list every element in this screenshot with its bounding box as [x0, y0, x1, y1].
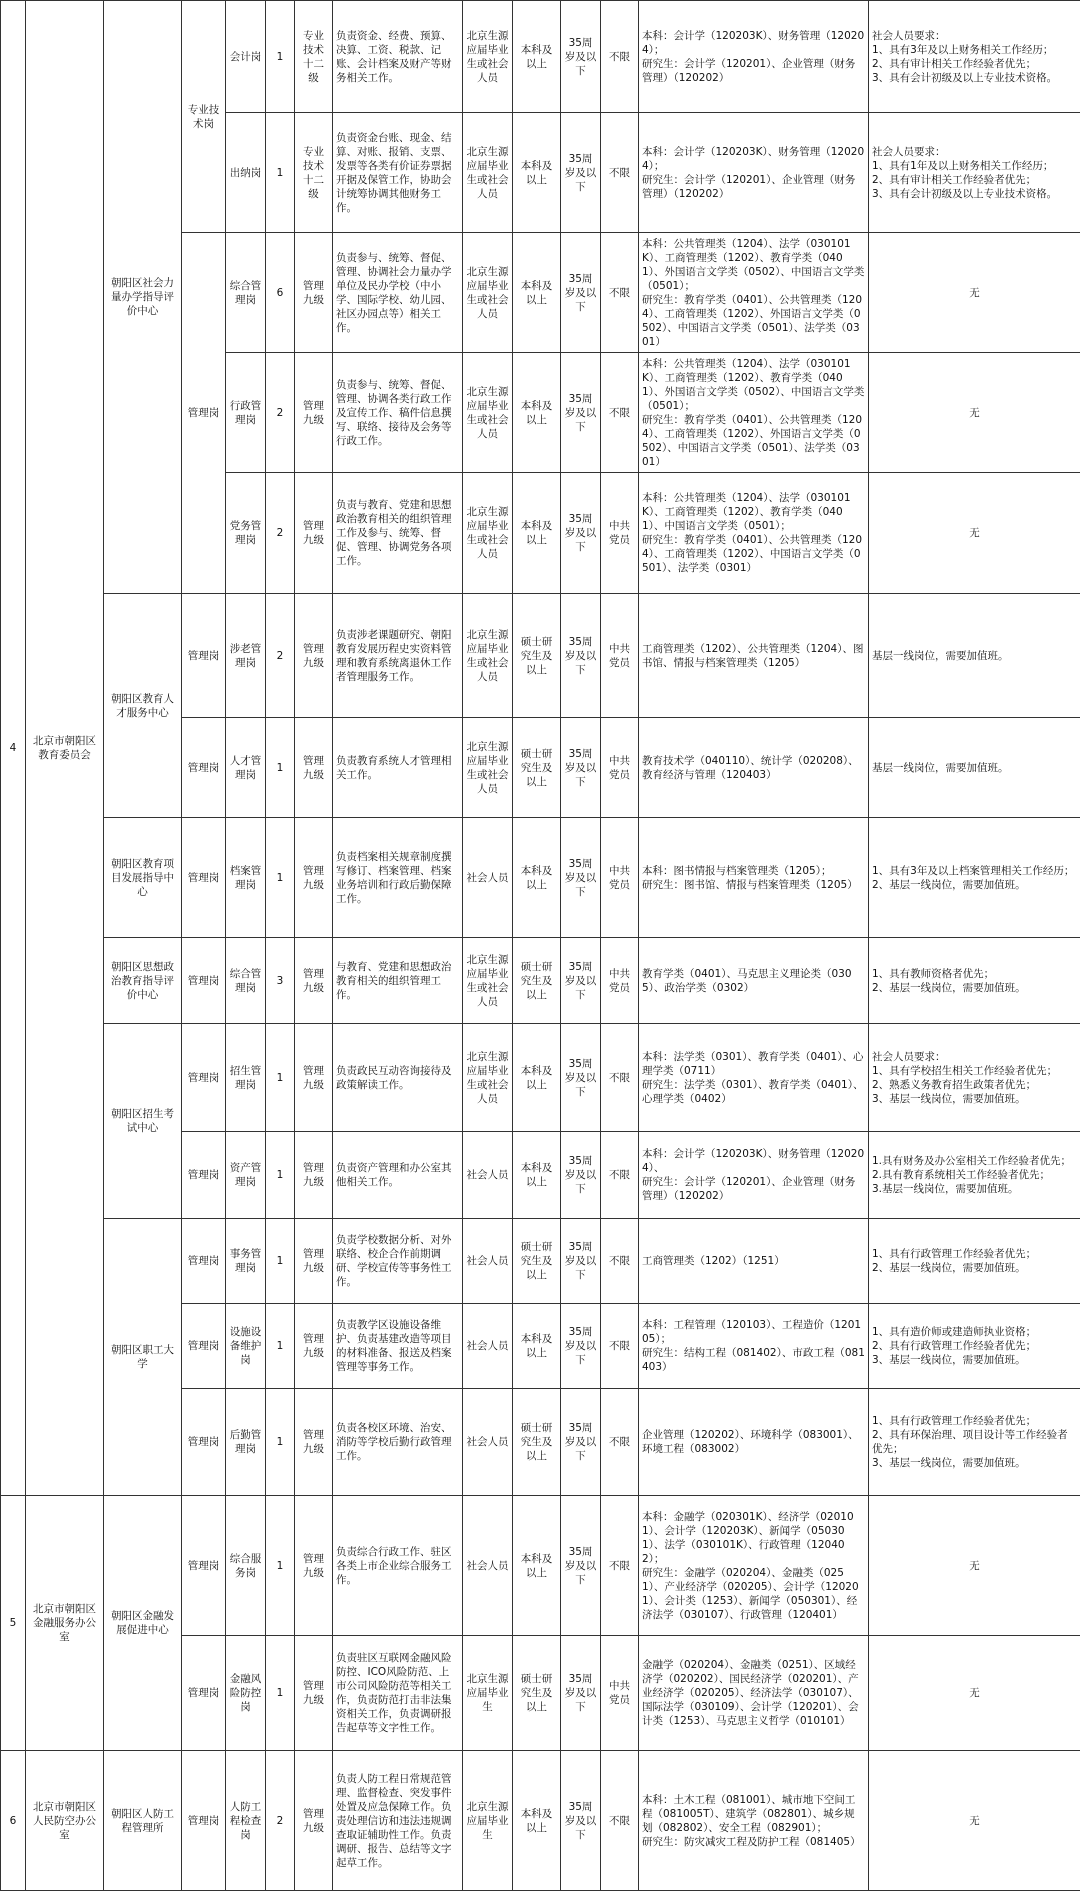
- count-cell: 2: [266, 473, 295, 594]
- count-cell: 1: [266, 1219, 295, 1304]
- category-cell: 管理岗: [182, 1636, 226, 1751]
- table-row: [1, 594, 1080, 718]
- age-cell: 35周岁及以下: [561, 353, 601, 473]
- count-cell: 1: [266, 1389, 295, 1496]
- duty-cell: 负责政民互动咨询接待及政策解读工作。: [333, 1024, 463, 1132]
- position-cell: 综合管理岗: [226, 938, 266, 1024]
- count-cell: 3: [266, 938, 295, 1024]
- duty-cell: 负责涉老课题研究、朝阳教育发展历程史实资料管理和教育系统离退休工作者管理服务工作。: [333, 594, 463, 718]
- age-cell: 35周岁及以下: [561, 1219, 601, 1304]
- position-cell: 事务管理岗: [226, 1219, 266, 1304]
- age-cell: 35周岁及以下: [561, 1496, 601, 1636]
- source-cell: 北京生源应届毕业生: [463, 1636, 513, 1751]
- count-cell: 1: [266, 1496, 295, 1636]
- education-cell: 本科及以上: [513, 1496, 561, 1636]
- education-cell: 本科及以上: [513, 233, 561, 353]
- level-cell: 管理九级: [295, 1304, 333, 1389]
- major-cell: 金融学（020204）、金融类（0251）、区域经济学（020202）、国民经济学（020201）、产业经济学（020205）、经济法学（030107）、国际法学（030109）、会计学（120201）、会计类（1253）、马克思主义哲学（010101）: [639, 1636, 869, 1751]
- source-cell: 社会人员: [463, 1132, 513, 1219]
- level-cell: 管理九级: [295, 1132, 333, 1219]
- requirement-cell: 无: [869, 473, 1080, 594]
- seq-cell: 6: [1, 1751, 26, 1891]
- duty-cell: 负责各校区环境、治安、消防等学校后勤行政管理工作。: [333, 1389, 463, 1496]
- education-cell: 硕士研究生及以上: [513, 1636, 561, 1751]
- source-cell: 社会人员: [463, 1219, 513, 1304]
- duty-cell: 负责资金、经费、预算、决算、工资、税款、记账、会计档案及财产等财务相关工作。: [333, 1, 463, 113]
- position-cell: 档案管理岗: [226, 818, 266, 938]
- duty-cell: 负责资产管理和办公室其他相关工作。: [333, 1132, 463, 1219]
- requirement-cell: 1、具有3年及以上档案管理相关工作经历； 2、基层一线岗位，需要加值班。: [869, 818, 1080, 938]
- requirement-cell: 无: [869, 353, 1080, 473]
- duty-cell: 与教育、党建和思想政治教育相关的组织管理工作。: [333, 938, 463, 1024]
- source-cell: 北京生源应届毕业生或社会人员: [463, 353, 513, 473]
- level-cell: 管理九级: [295, 1751, 333, 1891]
- age-cell: 35周岁及以下: [561, 113, 601, 233]
- requirement-cell: 无: [869, 1636, 1080, 1751]
- level-cell: 管理九级: [295, 1219, 333, 1304]
- source-cell: 社会人员: [463, 818, 513, 938]
- count-cell: 1: [266, 1024, 295, 1132]
- requirement-cell: 社会人员要求： 1、具有学校招生相关工作经验者优先； 2、熟悉义务教育招生政策者优先； 3、基层一线岗位，需要加值班。: [869, 1024, 1080, 1132]
- duty-cell: 负责学校数据分析、对外联络、校企合作前期调研、学校宣传等事务性工作。: [333, 1219, 463, 1304]
- position-cell: 党务管理岗: [226, 473, 266, 594]
- position-cell: 设施设备维护岗: [226, 1304, 266, 1389]
- requirement-cell: 1、具有教师资格者优先； 2、基层一线岗位，需要加值班。: [869, 938, 1080, 1024]
- education-cell: 硕士研究生及以上: [513, 1389, 561, 1496]
- table-row: [1, 1024, 1080, 1132]
- source-cell: 社会人员: [463, 1389, 513, 1496]
- level-cell: 管理九级: [295, 233, 333, 353]
- major-cell: 工商管理类（1202）（1251）: [639, 1219, 869, 1304]
- position-cell: 综合管理岗: [226, 233, 266, 353]
- political-cell: 不限: [601, 353, 639, 473]
- position-cell: 资产管理岗: [226, 1132, 266, 1219]
- position-cell: 行政管理岗: [226, 353, 266, 473]
- seq-cell: 5: [1, 1496, 26, 1751]
- duty-cell: 负责教学区设施设备维护、负责基建改造等项目的材料准备、报送及档案管理等事务工作。: [333, 1304, 463, 1389]
- count-cell: 1: [266, 1132, 295, 1219]
- age-cell: 35周岁及以下: [561, 1, 601, 113]
- major-cell: 本科：金融学（020301K）、经济学（020101）、会计学（120203K）、新闻学（050301）、法学（030101K）、行政管理（120402）； 研究生：金融学（020204）、金融类（0251）、产业经济学（020205）、会计学（120201）、会计类（1253）、新闻学（050301）、经济法学（030107）、行政管理（120401）: [639, 1496, 869, 1636]
- age-cell: 35周岁及以下: [561, 473, 601, 594]
- political-cell: 不限: [601, 113, 639, 233]
- unit-cell: 朝阳区金融发展促进中心: [104, 1496, 182, 1751]
- major-cell: 本科：公共管理类（1204）、法学（030101K）、工商管理类（1202）、教育学类（0401）、中国语言文学类（0501）； 研究生：教育学类（0401）、公共管理类（1204）、工商管理类（1202）、中国语言文学类（0501）、法学类（0301）: [639, 473, 869, 594]
- major-cell: 本科：图书情报与档案管理类（1205）； 研究生：图书馆、情报与档案管理类（1205）: [639, 818, 869, 938]
- major-cell: 本科：土木工程（081001）、城市地下空间工程（081005T）、建筑学（082801）、城乡规划（082802）、安全工程（082901）； 研究生：防灾减灾工程及防护工程（081405）: [639, 1751, 869, 1891]
- major-cell: 企业管理（120202）、环境科学（083001）、环境工程（083002）: [639, 1389, 869, 1496]
- unit-cell: 朝阳区教育人才服务中心: [104, 594, 182, 818]
- category-cell: 管理岗: [182, 1389, 226, 1496]
- requirement-cell: 1.具有财务及办公室相关工作经验者优先； 2.具有教育系统相关工作经验者优先； 3.基层一线岗位，需要加值班。: [869, 1132, 1080, 1219]
- count-cell: 2: [266, 1751, 295, 1891]
- requirement-cell: 基层一线岗位，需要加值班。: [869, 594, 1080, 718]
- political-cell: 中共党员: [601, 473, 639, 594]
- education-cell: 硕士研究生及以上: [513, 718, 561, 818]
- age-cell: 35周岁及以下: [561, 1389, 601, 1496]
- duty-cell: 负责综合行政工作、驻区各类上市企业综合服务工作。: [333, 1496, 463, 1636]
- source-cell: 社会人员: [463, 1496, 513, 1636]
- duty-cell: 负责教育系统人才管理相关工作。: [333, 718, 463, 818]
- count-cell: 1: [266, 1304, 295, 1389]
- dept-cell: 北京市朝阳区金融服务办公室: [26, 1496, 104, 1751]
- age-cell: 35周岁及以下: [561, 818, 601, 938]
- duty-cell: 负责与教育、党建和思想政治教育相关的组织管理工作及参与、统筹、督促、管理、协调党务各项工作。: [333, 473, 463, 594]
- category-cell: 管理岗: [182, 594, 226, 718]
- political-cell: 不限: [601, 1132, 639, 1219]
- unit-cell: 朝阳区教育项目发展指导中心: [104, 818, 182, 938]
- category-cell: 管理岗: [182, 233, 226, 594]
- table-row: [1, 818, 1080, 938]
- count-cell: 2: [266, 594, 295, 718]
- table-row: [1, 1, 1080, 113]
- source-cell: 北京生源应届毕业生或社会人员: [463, 938, 513, 1024]
- category-cell: 管理岗: [182, 938, 226, 1024]
- political-cell: 不限: [601, 233, 639, 353]
- education-cell: 硕士研究生及以上: [513, 594, 561, 718]
- political-cell: 中共党员: [601, 1636, 639, 1751]
- requirement-cell: 社会人员要求： 1、具有3年及以上财务相关工作经历； 2、具有审计相关工作经验者优先； 3、具有会计初级及以上专业技术资格。: [869, 1, 1080, 113]
- major-cell: 本科：公共管理类（1204）、法学（030101K）、工商管理类（1202）、教育学类（0401）、外国语言文学类（0502）、中国语言文学类（0501）； 研究生：教育学类（0401）、公共管理类（1204）、工商管理类（1202）、外国语言文学类（0502）、中国语言文学类（0501）、法学类（0301）: [639, 233, 869, 353]
- education-cell: 硕士研究生及以上: [513, 1219, 561, 1304]
- level-cell: 管理九级: [295, 594, 333, 718]
- political-cell: 不限: [601, 1024, 639, 1132]
- source-cell: 北京生源应届毕业生或社会人员: [463, 1, 513, 113]
- unit-cell: 朝阳区人防工程管理所: [104, 1751, 182, 1891]
- education-cell: 本科及以上: [513, 1751, 561, 1891]
- requirement-cell: 社会人员要求： 1、具有1年及以上财务相关工作经历； 2、具有审计相关工作经验者优先； 3、具有会计初级及以上专业技术资格。: [869, 113, 1080, 233]
- level-cell: 管理九级: [295, 1389, 333, 1496]
- source-cell: 北京生源应届毕业生或社会人员: [463, 473, 513, 594]
- category-cell: 管理岗: [182, 1751, 226, 1891]
- political-cell: 不限: [601, 1496, 639, 1636]
- political-cell: 不限: [601, 1389, 639, 1496]
- source-cell: 北京生源应届毕业生或社会人员: [463, 113, 513, 233]
- table-row: [1, 1219, 1080, 1304]
- age-cell: 35周岁及以下: [561, 233, 601, 353]
- political-cell: 不限: [601, 1751, 639, 1891]
- age-cell: 35周岁及以下: [561, 1751, 601, 1891]
- major-cell: 教育技术学（040110）、统计学（020208）、教育经济与管理（120403）: [639, 718, 869, 818]
- level-cell: 管理九级: [295, 938, 333, 1024]
- education-cell: 本科及以上: [513, 353, 561, 473]
- count-cell: 1: [266, 1, 295, 113]
- education-cell: 本科及以上: [513, 818, 561, 938]
- age-cell: 35周岁及以下: [561, 594, 601, 718]
- level-cell: 管理九级: [295, 1496, 333, 1636]
- source-cell: 北京生源应届毕业生: [463, 1751, 513, 1891]
- political-cell: 不限: [601, 1304, 639, 1389]
- requirement-cell: 无: [869, 1751, 1080, 1891]
- position-cell: 后勤管理岗: [226, 1389, 266, 1496]
- duty-cell: 负责资金台账、现金、结算、对账、报销、支票、发票等各类有价证券票据开据及保管工作，协助会计统筹协调其他财务工作。: [333, 113, 463, 233]
- age-cell: 35周岁及以下: [561, 718, 601, 818]
- source-cell: 北京生源应届毕业生或社会人员: [463, 1024, 513, 1132]
- major-cell: 本科：会计学（120203K）、财务管理（120204）； 研究生：会计学（120201）、企业管理（财务管理）（120202）: [639, 113, 869, 233]
- duty-cell: 负责档案相关规章制度撰写修订、档案管理、档案业务培训和行政后勤保障工作。: [333, 818, 463, 938]
- duty-cell: 负责驻区互联网金融风险防控、ICO风险防范、上市公司风险防范等相关工作，负责防范打击非法集资相关工作，负责调研报告起草等文字性工作。: [333, 1636, 463, 1751]
- unit-cell: 朝阳区社会力量办学指导评价中心: [104, 1, 182, 594]
- table-body: [1, 1, 1080, 1891]
- unit-cell: 朝阳区思想政治教育指导评价中心: [104, 938, 182, 1024]
- major-cell: 本科：法学类（0301）、教育学类（0401）、心理学类（0711） 研究生：法学类（0301）、教育学类（0401）、心理学类（0402）: [639, 1024, 869, 1132]
- position-cell: 人防工程检查岗: [226, 1751, 266, 1891]
- education-cell: 本科及以上: [513, 1, 561, 113]
- table-row: [1, 1496, 1080, 1636]
- category-cell: 专业技术岗: [182, 1, 226, 233]
- political-cell: 中共党员: [601, 594, 639, 718]
- level-cell: 管理九级: [295, 1024, 333, 1132]
- major-cell: 本科：会计学（120203K）、财务管理（120204）、 研究生：会计学（120201）、企业管理（财务管理）（120202）: [639, 1132, 869, 1219]
- level-cell: 管理九级: [295, 818, 333, 938]
- position-cell: 会计岗: [226, 1, 266, 113]
- source-cell: 社会人员: [463, 1304, 513, 1389]
- education-cell: 本科及以上: [513, 1024, 561, 1132]
- position-cell: 出纳岗: [226, 113, 266, 233]
- requirement-cell: 基层一线岗位，需要加值班。: [869, 718, 1080, 818]
- level-cell: 管理九级: [295, 353, 333, 473]
- position-cell: 金融风险防控岗: [226, 1636, 266, 1751]
- unit-cell: 朝阳区招生考试中心: [104, 1024, 182, 1219]
- major-cell: 本科：会计学（120203K）、财务管理（120204）； 研究生：会计学（120201）、企业管理（财务管理）（120202）: [639, 1, 869, 113]
- position-cell: 涉老管理岗: [226, 594, 266, 718]
- category-cell: 管理岗: [182, 1219, 226, 1304]
- age-cell: 35周岁及以下: [561, 1132, 601, 1219]
- requirement-cell: 1、具有造价师或建造师执业资格； 2、具有行政管理工作经验者优先； 3、基层一线岗位，需要加值班。: [869, 1304, 1080, 1389]
- major-cell: 本科：工程管理（120103）、工程造价（120105）； 研究生：结构工程（081402）、市政工程（081403）: [639, 1304, 869, 1389]
- education-cell: 本科及以上: [513, 113, 561, 233]
- political-cell: 不限: [601, 1, 639, 113]
- count-cell: 6: [266, 233, 295, 353]
- education-cell: 本科及以上: [513, 1304, 561, 1389]
- age-cell: 35周岁及以下: [561, 1304, 601, 1389]
- unit-cell: 朝阳区职工大学: [104, 1219, 182, 1496]
- major-cell: 本科：公共管理类（1204）、法学（030101K）、工商管理类（1202）、教育学类（0401）、外国语言文学类（0502）、中国语言文学类（0501）； 研究生：教育学类（0401）、公共管理类（1204）、工商管理类（1202）、外国语言文学类（0502）、中国语言文学类（0501）、法学类（0301）: [639, 353, 869, 473]
- level-cell: 专业技术十二级: [295, 1, 333, 113]
- age-cell: 35周岁及以下: [561, 938, 601, 1024]
- count-cell: 1: [266, 718, 295, 818]
- category-cell: 管理岗: [182, 1304, 226, 1389]
- education-cell: 本科及以上: [513, 473, 561, 594]
- requirement-cell: 1、具有行政管理工作经验者优先； 2、基层一线岗位，需要加值班。: [869, 1219, 1080, 1304]
- seq-cell: 4: [1, 1, 26, 1496]
- political-cell: 中共党员: [601, 938, 639, 1024]
- source-cell: 北京生源应届毕业生或社会人员: [463, 594, 513, 718]
- education-cell: 硕士研究生及以上: [513, 938, 561, 1024]
- education-cell: 本科及以上: [513, 1132, 561, 1219]
- table-row: [1, 938, 1080, 1024]
- political-cell: 中共党员: [601, 718, 639, 818]
- political-cell: 中共党员: [601, 818, 639, 938]
- position-cell: 人才管理岗: [226, 718, 266, 818]
- dept-cell: 北京市朝阳区人民防空办公室: [26, 1751, 104, 1891]
- dept-cell: 北京市朝阳区教育委员会: [26, 1, 104, 1496]
- count-cell: 1: [266, 818, 295, 938]
- requirement-cell: 无: [869, 1496, 1080, 1636]
- major-cell: 教育学类（0401）、马克思主义理论类（0305）、政治学类（0302）: [639, 938, 869, 1024]
- level-cell: 管理九级: [295, 1636, 333, 1751]
- category-cell: 管理岗: [182, 1496, 226, 1636]
- requirement-cell: 1、具有行政管理工作经验者优先； 2、具有环保治理、项目设计等工作经验者优先； 3、基层一线岗位，需要加值班。: [869, 1389, 1080, 1496]
- count-cell: 2: [266, 353, 295, 473]
- source-cell: 北京生源应届毕业生或社会人员: [463, 718, 513, 818]
- duty-cell: 负责参与、统筹、督促、管理、协调各类行政工作及宣传工作、稿件信息撰写、联络、接待及会务等行政工作。: [333, 353, 463, 473]
- level-cell: 专业技术十二级: [295, 113, 333, 233]
- duty-cell: 负责人防工程日常规范管理、监督检查、突发事件处置及应急保障工作。负责处理信访和违法违规调查取证辅助性工作。负责调研、报告、总结等文字起草工作。: [333, 1751, 463, 1891]
- position-cell: 招生管理岗: [226, 1024, 266, 1132]
- category-cell: 管理岗: [182, 1024, 226, 1132]
- position-cell: 综合服务岗: [226, 1496, 266, 1636]
- category-cell: 管理岗: [182, 718, 226, 818]
- requirement-cell: 无: [869, 233, 1080, 353]
- age-cell: 35周岁及以下: [561, 1636, 601, 1751]
- political-cell: 不限: [601, 1219, 639, 1304]
- age-cell: 35周岁及以下: [561, 1024, 601, 1132]
- major-cell: 工商管理类（1202）、公共管理类（1204）、图书馆、情报与档案管理类（1205）: [639, 594, 869, 718]
- duty-cell: 负责参与、统筹、督促、管理、协调社会力量办学单位及民办学校（中小学、国际学校、幼儿园、社区办园点等）相关工作。: [333, 233, 463, 353]
- count-cell: 1: [266, 113, 295, 233]
- table-row: [1, 1751, 1080, 1891]
- source-cell: 北京生源应届毕业生或社会人员: [463, 233, 513, 353]
- level-cell: 管理九级: [295, 718, 333, 818]
- category-cell: 管理岗: [182, 1132, 226, 1219]
- level-cell: 管理九级: [295, 473, 333, 594]
- category-cell: 管理岗: [182, 818, 226, 938]
- count-cell: 1: [266, 1636, 295, 1751]
